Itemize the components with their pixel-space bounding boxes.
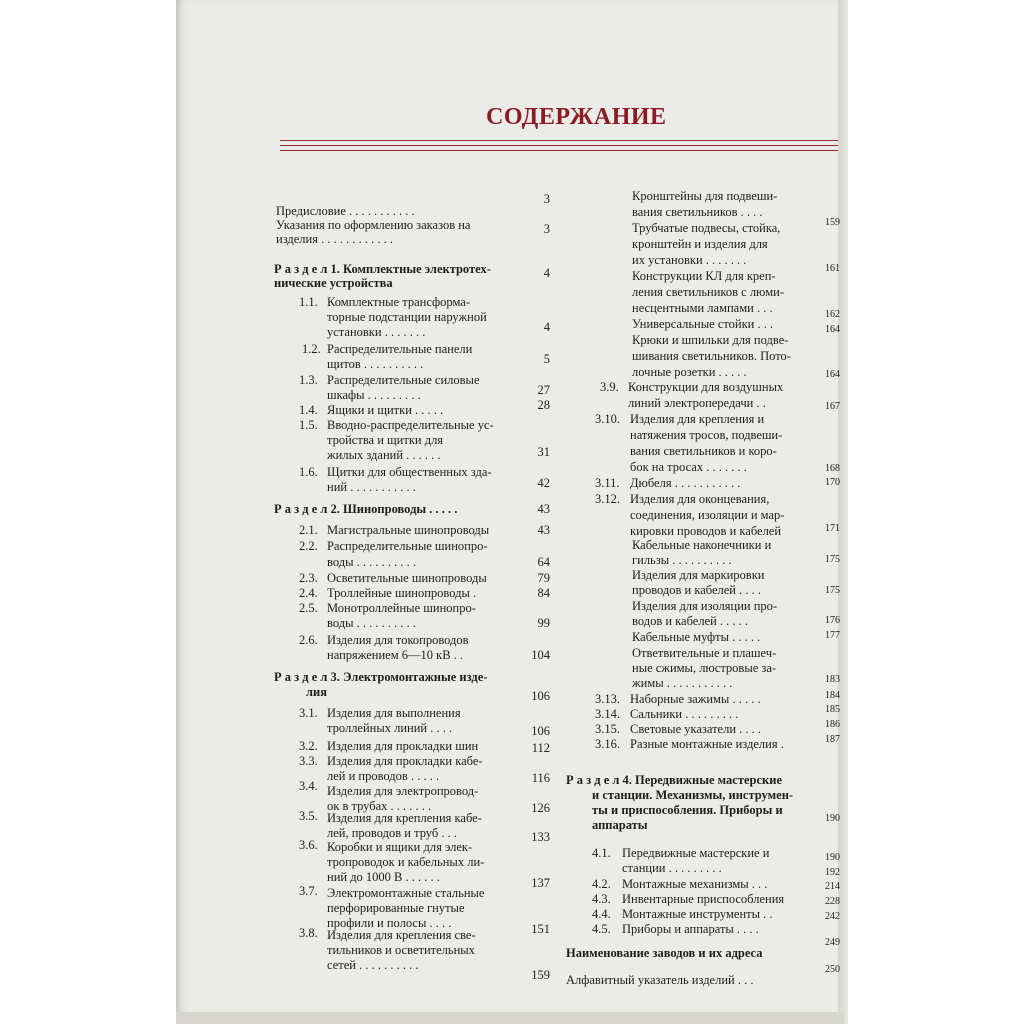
toc-entry-line: шивания светильников. Пото- [632, 349, 791, 363]
toc-entry-number: 4.3. [592, 892, 611, 906]
toc-entry-line: Осветительные шинопроводы [327, 571, 487, 585]
toc-entry-line: сетей . . . . . . . . . . [327, 958, 419, 972]
toc-page-number: 5 [543, 352, 550, 366]
page-bottom-edge [176, 1012, 844, 1024]
toc-page-number: 250 [825, 964, 840, 975]
toc-page-number: 42 [537, 476, 550, 490]
toc-page-number: 106 [531, 689, 550, 703]
toc-entry-line: Кронштейны для подвеши- [632, 189, 778, 203]
toc-page-number: 161 [825, 263, 840, 274]
toc-entry-line: кронштейн и изделия для [632, 237, 768, 251]
toc-entry-line: Монтажные механизмы . . . [622, 877, 768, 891]
toc-entry-line: Комплектные трансформа- [327, 295, 470, 309]
toc-page-number: 167 [825, 401, 840, 412]
toc-entry-line: Изделия для электропровод- [327, 784, 479, 798]
toc-entry-line: установки . . . . . . . [327, 325, 426, 339]
toc-entry-line: Коробки и ящики для элек- [327, 840, 473, 854]
toc-page-number: 228 [825, 896, 840, 907]
toc-entry-line: несцентными лампами . . . [632, 301, 773, 315]
toc-entry-line: воды . . . . . . . . . . [327, 616, 416, 630]
toc-entry-line: Крюки и шпильки для подве- [632, 333, 789, 347]
toc-page-number: 126 [531, 801, 550, 815]
toc-entry-line: Универсальные стойки . . . [632, 317, 774, 331]
toc-page-number: 187 [825, 734, 840, 745]
toc-entry-line: их установки . . . . . . . [632, 253, 747, 267]
toc-page-number: 214 [825, 881, 840, 892]
toc-entry-line: щитов . . . . . . . . . . [327, 357, 424, 371]
toc-page-number: 190 [825, 852, 840, 863]
toc-entry-number: 3.3. [299, 754, 318, 768]
toc-entry-line: вания светильников и коро- [630, 444, 777, 458]
toc-entry-line: Предисловие . . . . . . . . . . . [276, 204, 415, 218]
title-rule-3 [280, 150, 838, 151]
toc-section-heading: нические устройства [274, 276, 393, 290]
toc-entry-number: 3.9. [600, 380, 619, 394]
toc-entry-line: бок на тросах . . . . . . . [630, 460, 747, 474]
toc-entry-line: Изделия для выполнения [327, 706, 461, 720]
toc-entry-line: Кабельные наконечники и [632, 538, 772, 552]
toc-page-number: 242 [825, 911, 840, 922]
toc-page-number: 79 [537, 571, 550, 585]
toc-entry-line: Наборные зажимы . . . . . [630, 692, 761, 706]
toc-page-number: 185 [825, 704, 840, 715]
toc-page-number: 186 [825, 719, 840, 730]
toc-entry-line: лочные розетки . . . . . [632, 365, 747, 379]
toc-entry-line: Распределительные панели [327, 342, 473, 356]
toc-entry-line: Изделия для оконцевания, [630, 492, 770, 506]
toc-page-number: 168 [825, 463, 840, 474]
toc-entry-line: Изделия для крепления све- [327, 928, 476, 942]
toc-entry-number: 3.1. [299, 706, 318, 720]
toc-entry-line: Изделия для маркировки [632, 568, 765, 582]
toc-page-number: 4 [543, 266, 550, 280]
toc-entry-line: Щитки для общественных зда- [327, 465, 492, 479]
toc-entry-number: 3.14. [595, 707, 620, 721]
toc-entry-line: лей, проводов и труб . . . [327, 826, 457, 840]
toc-entry-line: Вводно-распределительные ус- [327, 418, 494, 432]
toc-entry-line: Изделия для прокладки шин [327, 739, 479, 753]
toc-page-number: 159 [531, 968, 550, 982]
toc-page-number: 177 [825, 630, 840, 641]
toc-entry-line: проводов и кабелей . . . . [632, 583, 761, 597]
page-title: СОДЕРЖАНИЕ [486, 104, 667, 130]
toc-section-heading: аппараты [592, 818, 648, 832]
toc-entry-line: жилых зданий . . . . . . [327, 448, 441, 462]
toc-entry-number: 3.4. [299, 779, 318, 793]
title-rule-2 [280, 145, 838, 146]
toc-entry-line: Передвижные мастерские и [622, 846, 770, 860]
toc-entry-line: Магистральные шинопроводы [327, 523, 490, 537]
toc-entry-line: Указания по оформлению заказов на [276, 218, 471, 232]
toc-page-number: 116 [531, 771, 550, 785]
toc-entry-line: воды . . . . . . . . . . [327, 555, 416, 569]
toc-page-number: 176 [825, 615, 840, 626]
toc-page-number: 133 [531, 830, 550, 844]
background-left [0, 0, 176, 1024]
toc-entry-number: 3.7. [299, 884, 318, 898]
toc-entry-line: Изделия для токопроводов [327, 633, 469, 647]
toc-section-heading: лия [306, 685, 327, 699]
toc-page-number: 3 [543, 222, 550, 236]
toc-page-number: 31 [537, 445, 550, 459]
toc-entry-number: 3.5. [299, 809, 318, 823]
toc-entry-line: Ящики и щитки . . . . . [327, 403, 444, 417]
toc-page-number: 159 [825, 217, 840, 228]
toc-entry-number: 3.13. [595, 692, 620, 706]
toc-page-number: 64 [537, 555, 550, 569]
toc-entry-line: натяжения тросов, подвеши- [630, 428, 783, 442]
toc-page-number: 151 [531, 922, 550, 936]
toc-entry-line: Распределительные шинопро- [327, 539, 488, 553]
toc-entry-number: 1.5. [299, 418, 318, 432]
toc-entry-number: 4.2. [592, 877, 611, 891]
toc-entry-line: соединения, изоляции и мар- [630, 508, 785, 522]
toc-page-number: 183 [825, 674, 840, 685]
toc-entry-line: ления светильников с люми- [632, 285, 784, 299]
toc-page-number: 104 [531, 648, 550, 662]
toc-page-number: 190 [825, 813, 840, 824]
toc-entry-number: 1.6. [299, 465, 318, 479]
toc-entry-line: перфорированные гнутые [327, 901, 465, 915]
toc-entry-line: шкафы . . . . . . . . . [327, 388, 421, 402]
toc-page-number: 4 [543, 320, 550, 334]
toc-page-number: 137 [531, 876, 550, 890]
toc-page-number: 28 [537, 398, 550, 412]
toc-entry-line: ний . . . . . . . . . . . [327, 480, 416, 494]
toc-section-heading: Р а з д е л 3. Электромонтажные изде- [274, 670, 488, 684]
toc-page-number: 192 [825, 867, 840, 878]
toc-entry-number: 3.10. [595, 412, 620, 426]
toc-page-number: 175 [825, 554, 840, 565]
toc-entry-line: Изделия для крепления кабе- [327, 811, 482, 825]
toc-entry-line: ний до 1000 В . . . . . . [327, 870, 440, 884]
toc-section-heading: Р а з д е л 1. Комплектные электротех- [274, 262, 491, 276]
toc-page-number: 164 [825, 324, 840, 335]
toc-entry-number: 3.2. [299, 739, 318, 753]
toc-page-number: 43 [537, 502, 550, 516]
toc-entry-line: Инвентарные приспособления [622, 892, 785, 906]
toc-entry-line: жимы . . . . . . . . . . . [632, 676, 733, 690]
toc-page-number: 99 [537, 616, 550, 630]
toc-entry-line: Конструкции для воздушных [628, 380, 784, 394]
toc-entry-line: Кабельные муфты . . . . . [632, 630, 761, 644]
toc-entry-line: изделия . . . . . . . . . . . . [276, 232, 393, 246]
toc-page-number: 162 [825, 309, 840, 320]
toc-entry-line: Изделия для крепления и [630, 412, 765, 426]
toc-entry-line: торные подстанции наружной [327, 310, 487, 324]
toc-entry-line: Трубчатые подвесы, стойка, [632, 221, 781, 235]
toc-page-number: 43 [537, 523, 550, 537]
toc-entry-line: Световые указатели . . . . [630, 722, 762, 736]
toc-entry-number: 1.4. [299, 403, 318, 417]
toc-page-number: 170 [825, 477, 840, 488]
toc-entry-line: Дюбеля . . . . . . . . . . . [630, 476, 741, 490]
toc-entry-line: профили и полосы . . . . [327, 916, 452, 930]
toc-entry-number: 4.1. [592, 846, 611, 860]
toc-entry-line: Разные монтажные изделия . [630, 737, 784, 751]
toc-entry-number: 2.2. [299, 539, 318, 553]
toc-entry-line: гильзы . . . . . . . . . . [632, 553, 732, 567]
toc-entry-number: 4.5. [592, 922, 611, 936]
toc-entry-number: 3.6. [299, 838, 318, 852]
toc-entry-line: вания светильников . . . . [632, 205, 763, 219]
toc-entry-number: 1.3. [299, 373, 318, 387]
toc-entry-number: 1.2. [302, 342, 321, 356]
toc-entry-line: Монотроллейные шинопро- [327, 601, 476, 615]
toc-entry-number: 2.1. [299, 523, 318, 537]
toc-entry-number: 3.8. [299, 926, 318, 940]
toc-section-heading: и станции. Механизмы, инструмен- [592, 788, 794, 802]
toc-entry-line: тропроводок и кабельных ли- [327, 855, 485, 869]
toc-entry-line: линий электропередачи . . [628, 396, 766, 410]
toc-section-heading: Наименование заводов и их адреса [566, 946, 763, 960]
toc-entry-number: 2.5. [299, 601, 318, 615]
toc-section-heading: Р а з д е л 4. Передвижные мастерские [566, 773, 782, 787]
title-rule-1 [280, 140, 838, 141]
toc-entry-number: 4.4. [592, 907, 611, 921]
toc-entry-line: тройства и щитки для [327, 433, 444, 447]
toc-entry-line: ок в трубах . . . . . . . [327, 799, 432, 813]
toc-entry-number: 1.1. [299, 295, 318, 309]
toc-entry-line: станции . . . . . . . . . [622, 861, 722, 875]
toc-entry-line: кировки проводов и кабелей [630, 524, 782, 538]
toc-entry-number: 3.15. [595, 722, 620, 736]
toc-page-number: 112 [531, 741, 550, 755]
toc-page-number: 164 [825, 369, 840, 380]
toc-entry-line: водов и кабелей . . . . . [632, 614, 749, 628]
toc-entry-line: Ответвительные и плашеч- [632, 646, 777, 660]
toc-entry-line: Монтажные инструменты . . [622, 907, 773, 921]
toc-entry-line: Изделия для изоляции про- [632, 599, 778, 613]
toc-entry-number: 3.11. [595, 476, 620, 490]
toc-entry-line: троллейных линий . . . . [327, 721, 453, 735]
toc-section-heading: Р а з д е л 2. Шинопроводы . . . . . [274, 502, 458, 516]
toc-entry-line: тильников и осветительных [327, 943, 475, 957]
toc-page-number: 3 [543, 192, 550, 206]
toc-entry-line: Электромонтажные стальные [327, 886, 485, 900]
toc-entry-number: 2.6. [299, 633, 318, 647]
toc-page-number: 175 [825, 585, 840, 596]
toc-page-number: 171 [825, 523, 840, 534]
toc-entry-line: Приборы и аппараты . . . . [622, 922, 759, 936]
toc-entry-line: напряжением 6—10 кВ . . [327, 648, 464, 662]
toc-entry-line: Конструкции КЛ для креп- [632, 269, 776, 283]
toc-page-number: 106 [531, 724, 550, 738]
toc-entry-number: 3.16. [595, 737, 620, 751]
toc-entry-line: ные сжимы, люстровые за- [632, 661, 777, 675]
toc-entry-line: лей и проводов . . . . . [327, 769, 440, 783]
toc-page-number: 184 [825, 690, 840, 701]
toc-entry-line: Распределительные силовые [327, 373, 480, 387]
toc-entry-line: Алфавитный указатель изделий . . . [566, 973, 754, 987]
toc-entry-number: 2.4. [299, 586, 318, 600]
toc-entry-line: Сальники . . . . . . . . . [630, 707, 739, 721]
toc-page-number: 249 [825, 937, 840, 948]
toc-page-number: 84 [537, 586, 550, 600]
toc-entry-line: Троллейные шинопроводы . [327, 586, 477, 600]
toc-section-heading: ты и приспособления. Приборы и [592, 803, 783, 817]
toc-entry-line: Изделия для прокладки кабе- [327, 754, 483, 768]
toc-entry-number: 3.12. [595, 492, 620, 506]
toc-entry-number: 2.3. [299, 571, 318, 585]
toc-page-number: 27 [537, 383, 550, 397]
